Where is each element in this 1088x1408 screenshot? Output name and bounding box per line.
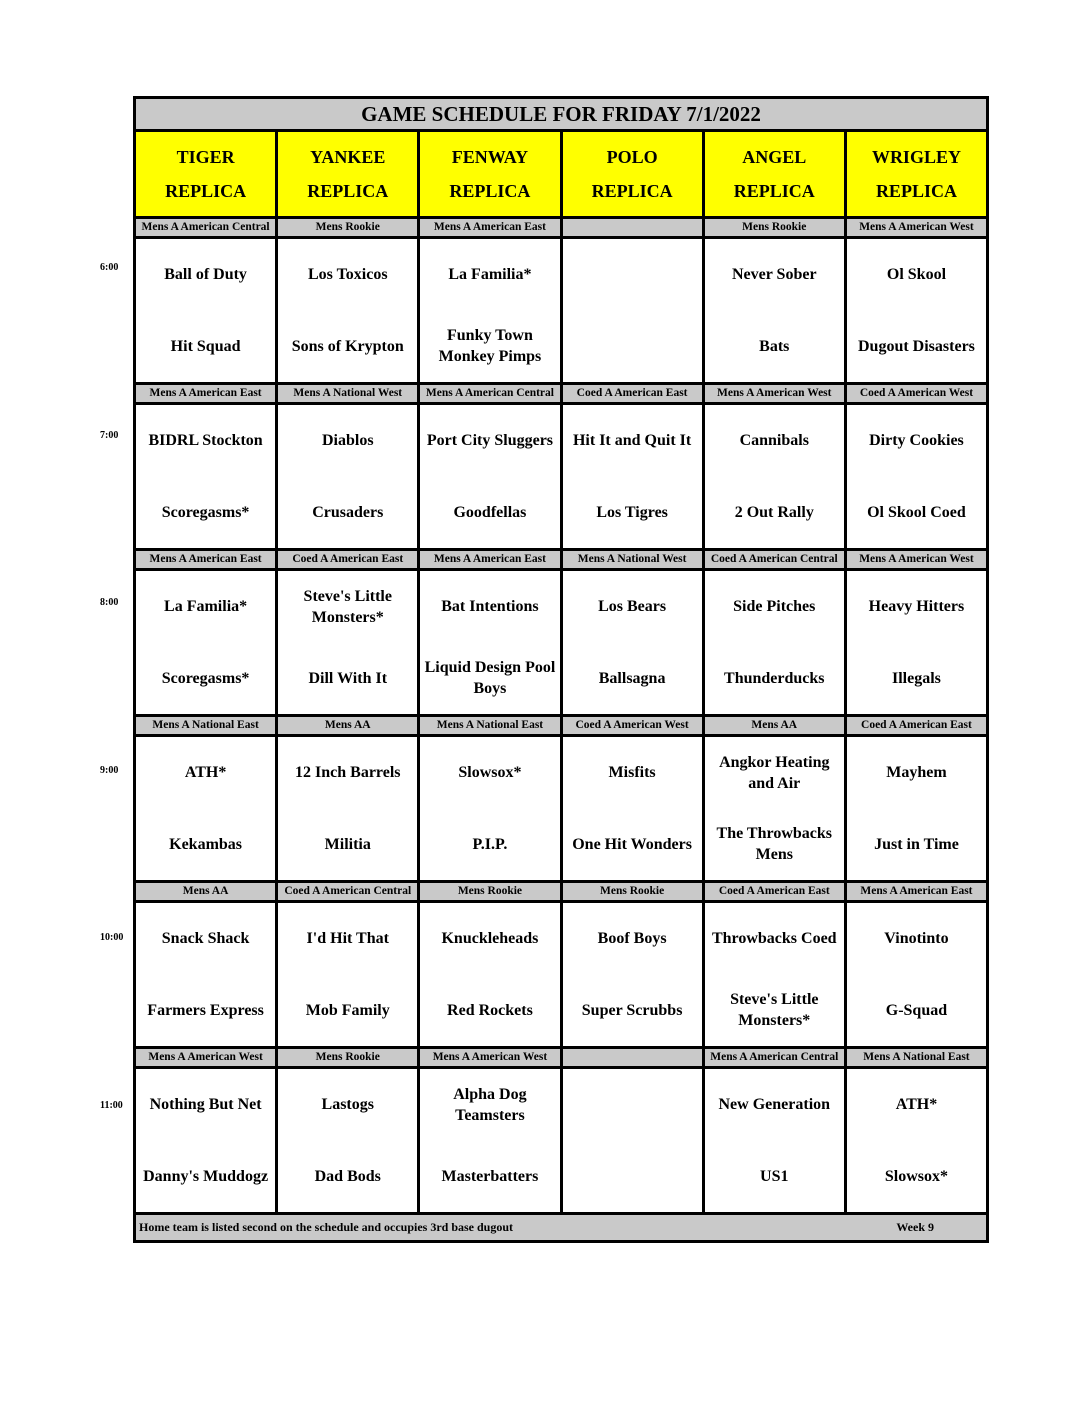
- game-cell: [417, 737, 559, 880]
- division-row: [136, 551, 986, 571]
- division-label: Mens Rookie: [417, 883, 559, 900]
- game-cell: [417, 405, 559, 548]
- field-sub: REPLICA: [449, 180, 531, 201]
- away-team: Diablos: [321, 432, 374, 450]
- home-team: Ol Skool Coed: [867, 503, 966, 521]
- game-cell: [702, 903, 844, 1046]
- division-label: Mens Rookie: [702, 219, 844, 236]
- home-team: US1: [760, 1167, 789, 1185]
- time-slot: [136, 717, 986, 883]
- division-label: Mens A American West: [417, 1049, 559, 1066]
- field-name: FENWAY: [451, 146, 529, 167]
- division-label: Mens AA: [182, 885, 229, 897]
- home-team: Liquid Design Pool Boys: [424, 659, 556, 698]
- game-cell: [702, 1069, 844, 1212]
- away-team: Heavy Hitters: [868, 598, 965, 616]
- field-sub: REPLICA: [165, 180, 247, 201]
- game-cell: [844, 405, 986, 548]
- division-label: Mens A National East: [417, 717, 559, 734]
- time-label: 9:00: [100, 764, 119, 776]
- game-cell: [417, 239, 559, 382]
- game-cell: [136, 239, 275, 382]
- home-team: Dad Bods: [314, 1167, 381, 1185]
- game-cell: [702, 405, 844, 548]
- away-team: BIDRL Stockton: [148, 432, 263, 450]
- division-label: Mens A National East: [844, 1049, 986, 1066]
- division-label: Mens A American West: [702, 385, 844, 402]
- away-team: Alpha Dog Teamsters: [453, 1085, 527, 1124]
- division-label: Mens A American West: [844, 219, 986, 236]
- field-header-angel: [702, 132, 844, 216]
- division-label: Mens A American Central: [417, 385, 559, 402]
- field-header-polo: [560, 132, 702, 216]
- division-label: Mens A National West: [560, 551, 702, 568]
- time-label: 11:00: [100, 1099, 123, 1111]
- game-cell: [136, 571, 275, 714]
- games-row: [136, 571, 986, 714]
- division-label: Coed A American West: [844, 385, 986, 402]
- field-header-fenway: [417, 132, 559, 216]
- home-team: Mob Family: [305, 1001, 390, 1019]
- division-label: Mens Rookie: [275, 219, 417, 236]
- field-sub: REPLICA: [307, 180, 389, 201]
- away-team: Bat Intentions: [441, 598, 539, 616]
- home-team: Thunderducks: [724, 669, 825, 687]
- away-team: Lastogs: [321, 1096, 374, 1114]
- home-team: G-Squad: [885, 1001, 948, 1019]
- home-team: Los Tigres: [596, 503, 668, 521]
- division-label: Mens A American East: [844, 883, 986, 900]
- game-cell: [844, 1069, 986, 1212]
- division-label: Mens A American Central: [702, 1049, 844, 1066]
- home-team: P.I.P.: [472, 835, 508, 853]
- home-team: Scoregasms*: [161, 669, 250, 687]
- away-team: New Generation: [718, 1096, 831, 1114]
- game-cell: [417, 571, 559, 714]
- home-team: Just in Time: [874, 835, 959, 853]
- division-label: Coed A American East: [702, 883, 844, 900]
- game-cell: [560, 737, 702, 880]
- field-name: WRIGLEY: [871, 146, 961, 167]
- game-cell: [136, 903, 275, 1046]
- home-team: Illegals: [892, 669, 941, 687]
- field-name: POLO: [606, 146, 658, 167]
- division-label: Coed A American East: [844, 717, 986, 734]
- home-team: Militia: [324, 835, 371, 853]
- field-header-wrigley: [844, 132, 986, 216]
- division-row: [136, 219, 986, 239]
- division-label: Mens A American West: [148, 1051, 263, 1063]
- away-team: Ol Skool: [886, 266, 947, 284]
- game-cell: [417, 903, 559, 1046]
- away-team: Dirty Cookies: [869, 432, 964, 450]
- home-team: [563, 1141, 702, 1213]
- home-team: Danny's Muddogz: [143, 1167, 269, 1185]
- division-row: [136, 385, 986, 405]
- away-team: Never Sober: [731, 266, 817, 284]
- home-team: Steve's Little Monsters*: [730, 991, 819, 1030]
- division-label: Coed A American West: [560, 717, 702, 734]
- division-label: Coed A American East: [560, 385, 702, 402]
- home-team: Dill With It: [308, 669, 388, 687]
- field-header-row: [136, 132, 986, 219]
- away-team: 12 Inch Barrels: [295, 764, 401, 782]
- game-cell: [275, 903, 417, 1046]
- field-header-tiger: [136, 132, 275, 216]
- home-team: Sons of Krypton: [291, 337, 404, 355]
- footer: [136, 1215, 986, 1240]
- division-label: Mens A American East: [417, 219, 559, 236]
- time-label: 10:00: [100, 932, 124, 943]
- games-row: [136, 405, 986, 548]
- home-team: Red Rockets: [447, 1001, 533, 1019]
- schedule-title: GAME SCHEDULE FOR FRIDAY 7/1/2022: [136, 99, 986, 132]
- game-cell: [844, 239, 986, 382]
- home-team: 2 Out Rally: [734, 503, 814, 521]
- division-label: Mens A American Central: [141, 221, 270, 233]
- games-row: [136, 737, 986, 880]
- game-cell: [560, 405, 702, 548]
- division-row: [136, 717, 986, 737]
- field-sub: REPLICA: [875, 180, 957, 201]
- away-team: La Familia*: [448, 266, 532, 284]
- away-team: ATH*: [184, 764, 227, 782]
- game-cell: [560, 1069, 702, 1212]
- game-cell: [136, 405, 275, 548]
- game-cell: [844, 571, 986, 714]
- home-team: Goodfellas: [453, 503, 527, 521]
- division-label: Mens A American East: [417, 551, 559, 568]
- home-team: Ballsagna: [598, 669, 666, 687]
- division-label: Mens Rookie: [275, 1049, 417, 1066]
- time-slots: [136, 219, 986, 1215]
- home-team: Kekambas: [169, 835, 243, 853]
- away-team: Slowsox*: [458, 764, 522, 782]
- away-team: Hit It and Quit It: [572, 432, 692, 450]
- game-cell: [560, 239, 702, 382]
- field-sub: REPLICA: [733, 180, 815, 201]
- division-label: Mens Rookie: [560, 883, 702, 900]
- time-slot: [136, 385, 986, 551]
- home-team: Crusaders: [312, 503, 384, 521]
- game-cell: [702, 239, 844, 382]
- away-team: Port City Sluggers: [426, 432, 554, 450]
- game-cell: [275, 239, 417, 382]
- field-name: ANGEL: [742, 146, 807, 167]
- away-team: Ball of Duty: [164, 266, 247, 284]
- home-team: Scoregasms*: [161, 503, 250, 521]
- division-label: Mens A National West: [275, 385, 417, 402]
- division-label: Coed A American East: [275, 551, 417, 568]
- away-team: Knuckleheads: [441, 930, 539, 948]
- home-team: Super Scrubbs: [581, 1001, 683, 1019]
- game-cell: [275, 405, 417, 548]
- game-cell: [702, 737, 844, 880]
- away-team: Snack Shack: [161, 930, 250, 948]
- away-team: Mayhem: [886, 764, 947, 782]
- away-team: Boof Boys: [597, 930, 667, 948]
- game-cell: [136, 1069, 275, 1212]
- game-cell: [275, 1069, 417, 1212]
- field-sub: REPLICA: [591, 180, 673, 201]
- field-header-yankee: [275, 132, 417, 216]
- home-team: [563, 311, 702, 383]
- time-label: 6:00: [100, 262, 119, 273]
- away-team: Steve's Little Monsters*: [303, 587, 392, 626]
- time-slot: [136, 551, 986, 717]
- time-label: 8:00: [100, 597, 119, 608]
- game-cell: [560, 903, 702, 1046]
- home-team: Dugout Disasters: [858, 337, 975, 355]
- game-cell: [417, 1069, 559, 1212]
- home-team: Masterbatters: [441, 1167, 539, 1185]
- away-team: Vinotinto: [884, 930, 949, 948]
- division-label: Coed A American Central: [702, 551, 844, 568]
- home-team: Farmers Express: [147, 1001, 264, 1019]
- home-team: Bats: [759, 337, 790, 355]
- time-label: 7:00: [100, 429, 119, 441]
- away-team: Nothing But Net: [149, 1096, 262, 1114]
- away-team: Side Pitches: [733, 598, 816, 616]
- game-cell: [844, 737, 986, 880]
- games-row: [136, 1069, 986, 1212]
- field-name: YANKEE: [310, 146, 386, 167]
- game-cell: [844, 903, 986, 1046]
- games-row: [136, 903, 986, 1046]
- away-team: Misfits: [608, 764, 656, 782]
- time-slot: [136, 883, 986, 1049]
- home-team: Funky Town Monkey Pimps: [438, 327, 542, 366]
- away-team: Throwbacks Coed: [711, 930, 837, 948]
- away-team: I'd Hit That: [306, 930, 389, 948]
- week-label: Week 9: [896, 1220, 934, 1234]
- home-team: Slowsox*: [884, 1167, 948, 1185]
- away-team: ATH*: [895, 1096, 938, 1114]
- game-cell: [275, 571, 417, 714]
- division-label: Mens A American West: [844, 551, 986, 568]
- division-label: Mens A American East: [149, 553, 262, 565]
- home-team: The Throwbacks Mens: [716, 825, 832, 864]
- away-team: Angkor Heating and Air: [719, 753, 830, 792]
- schedule-table: [133, 96, 989, 1243]
- home-team: Hit Squad: [170, 337, 241, 355]
- division-row: [136, 1049, 986, 1069]
- game-cell: [136, 737, 275, 880]
- footer-note: Home team is listed second on the schedule and occupies 3rd base dugout: [139, 1220, 514, 1234]
- away-team: [563, 1069, 702, 1141]
- division-label: Mens A American East: [149, 387, 262, 399]
- division-label: Mens AA: [702, 717, 844, 734]
- away-team: La Familia*: [164, 598, 248, 616]
- division-label: [560, 1049, 702, 1066]
- game-cell: [275, 737, 417, 880]
- field-name: TIGER: [176, 146, 235, 167]
- time-slot: [136, 219, 986, 385]
- division-label: [560, 219, 702, 236]
- games-row: [136, 239, 986, 382]
- division-label: Coed A American Central: [275, 883, 417, 900]
- away-team: [563, 239, 702, 311]
- away-team: Cannibals: [739, 432, 809, 450]
- division-label: Mens AA: [275, 717, 417, 734]
- division-row: [136, 883, 986, 903]
- division-label: Mens A National East: [152, 719, 259, 731]
- game-cell: [560, 571, 702, 714]
- away-team: Los Toxicos: [307, 266, 388, 284]
- game-cell: [702, 571, 844, 714]
- home-team: One Hit Wonders: [572, 835, 692, 853]
- time-slot: [136, 1049, 986, 1215]
- away-team: Los Bears: [598, 598, 667, 616]
